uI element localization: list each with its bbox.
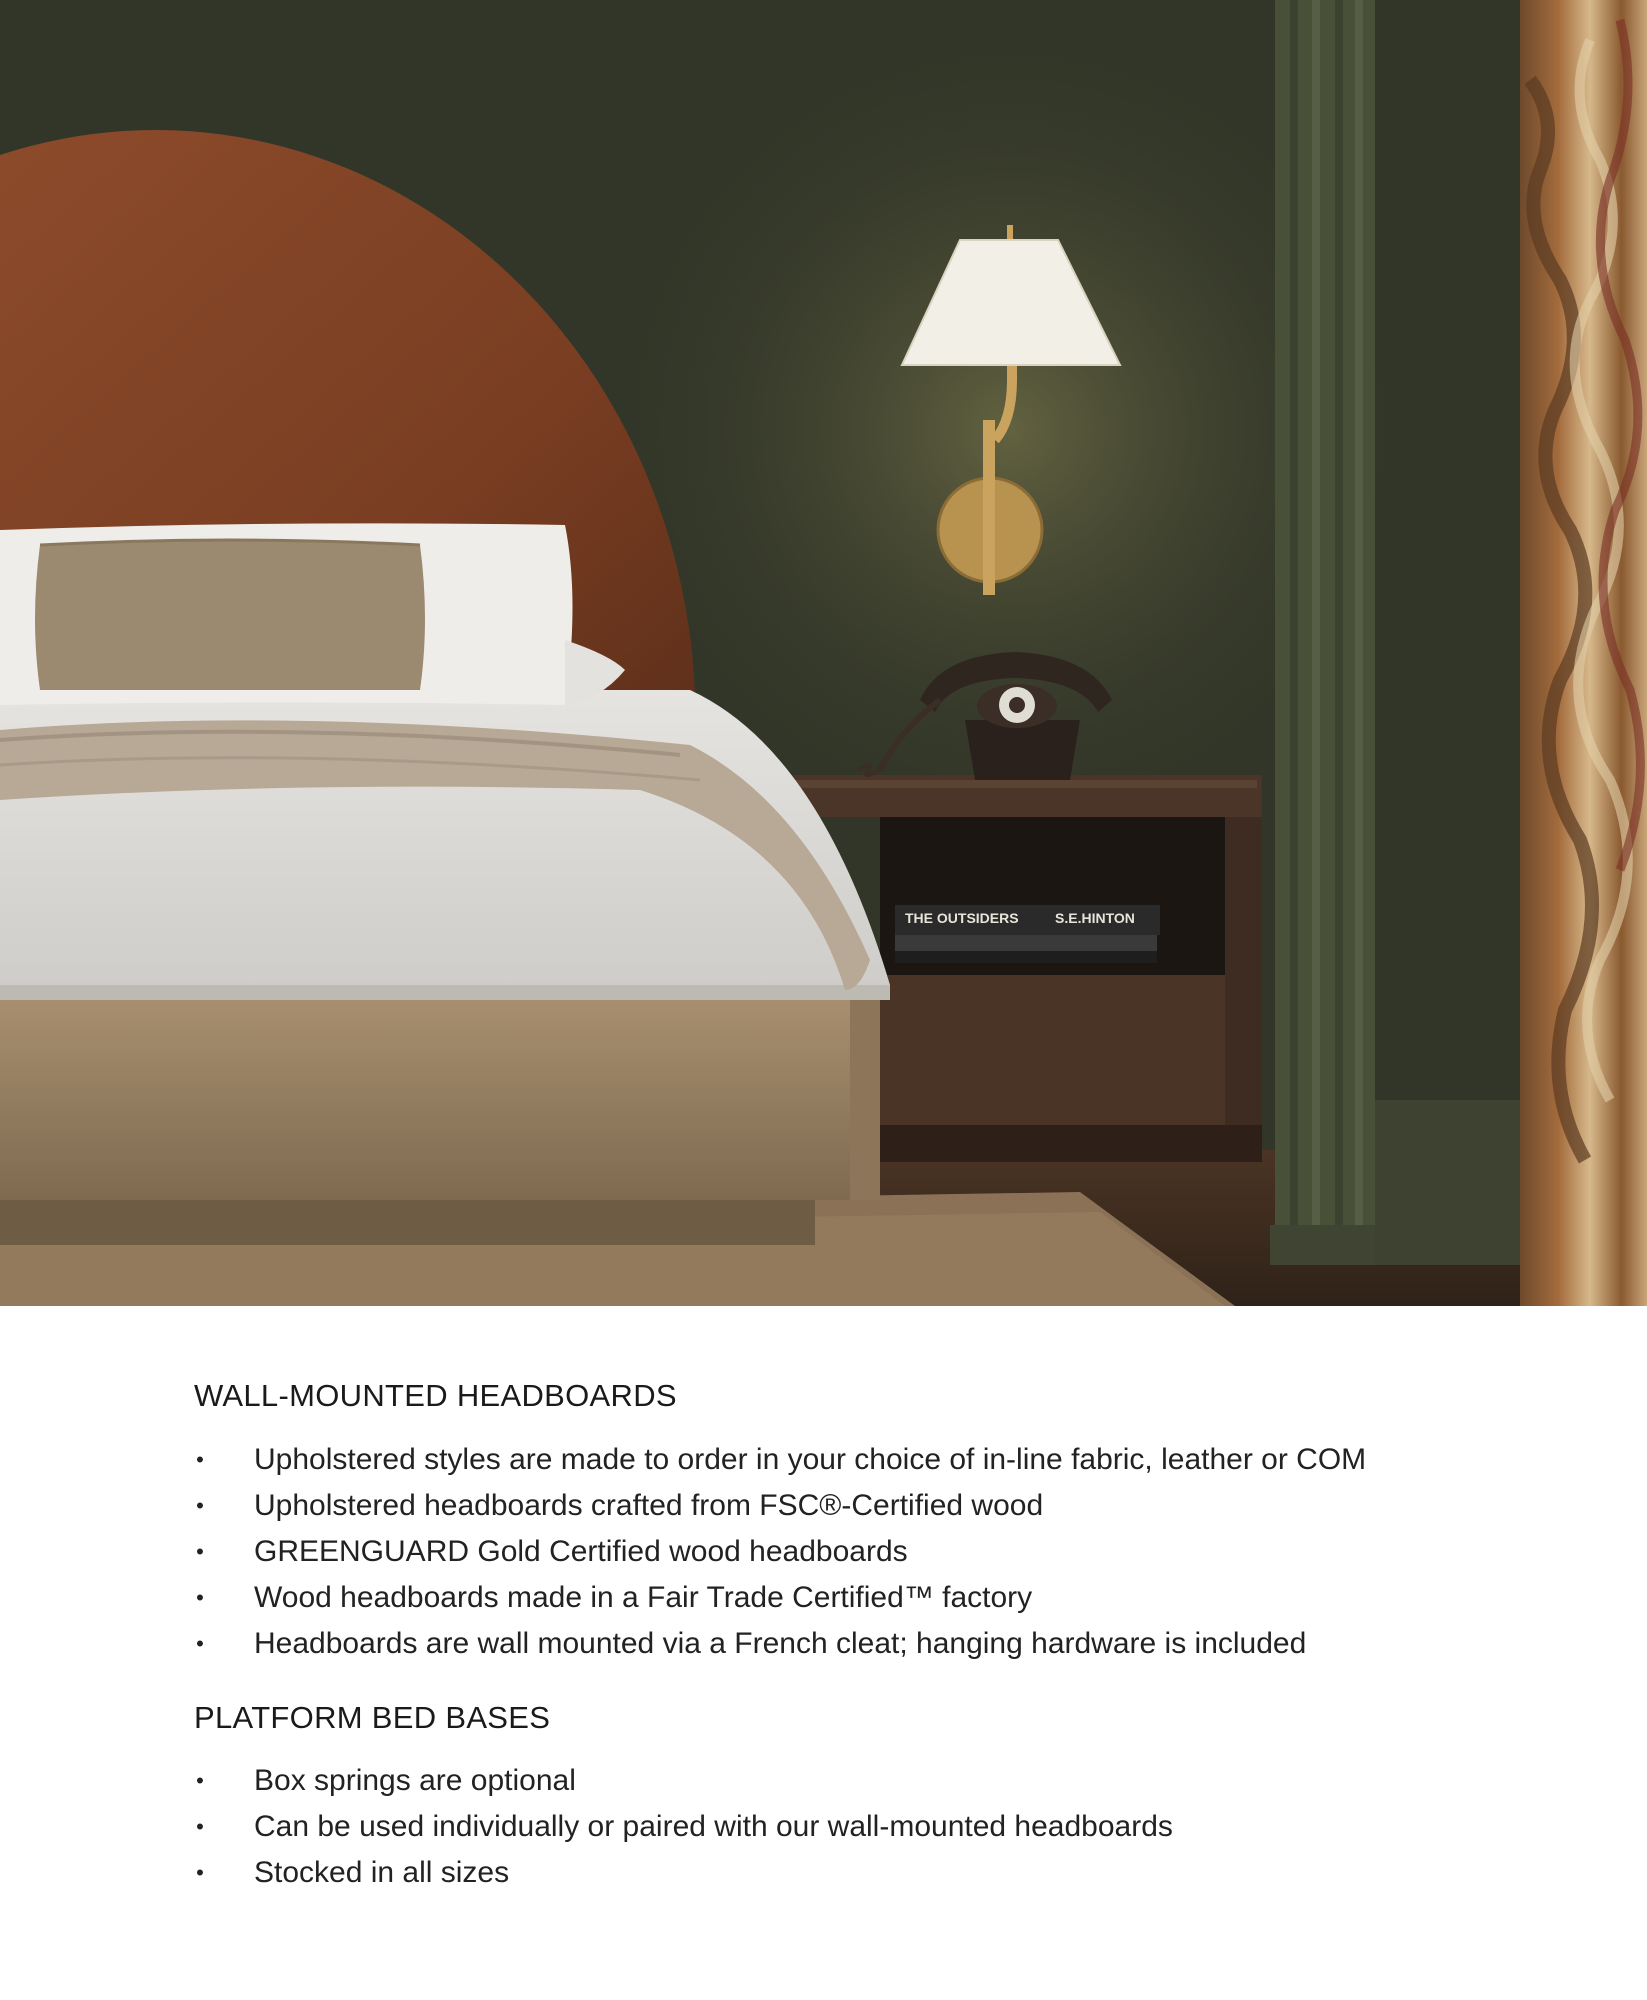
list-item <box>194 1529 1594 1575</box>
book-title: THE OUTSIDERS <box>905 910 1019 926</box>
list-item-text: Headboards are wall mounted via a French cleat; hanging hardware is included <box>254 1627 1307 1660</box>
list-item <box>194 1437 1594 1483</box>
section-title-platform-bed-bases: PLATFORM BED BASES <box>194 1700 551 1735</box>
bullet-icon: • <box>196 1585 204 1610</box>
list-item <box>194 1758 1594 1804</box>
bullet-icon: • <box>196 1631 204 1656</box>
bed-bases-feature-list <box>194 1758 1594 1896</box>
product-details <box>0 1306 1647 2000</box>
list-item-text: Stocked in all sizes <box>254 1856 510 1889</box>
bullet-icon: • <box>196 1814 204 1839</box>
list-item-text: Upholstered styles are made to order in your choice of in-line fabric, leather or COM <box>254 1443 1367 1476</box>
pillow-lumbar <box>35 540 425 690</box>
list-item-text: Can be used individually or paired with our wall-mounted headboards <box>254 1810 1173 1843</box>
bullet-icon: • <box>196 1447 204 1472</box>
list-item <box>194 1483 1594 1529</box>
bullet-icon: • <box>196 1539 204 1564</box>
list-item-text: Upholstered headboards crafted from FSC®-Certified wood <box>254 1489 1044 1522</box>
list-item-text: GREENGUARD Gold Certified wood headboards <box>254 1535 908 1568</box>
list-item-text: Wood headboards made in a Fair Trade Certified™ factory <box>254 1581 1033 1614</box>
book-author: S.E.HINTON <box>1055 910 1135 926</box>
list-item-text: Box springs are optional <box>254 1764 576 1797</box>
list-item <box>194 1804 1594 1850</box>
section-title-headboards: WALL-MOUNTED HEADBOARDS <box>194 1378 677 1413</box>
bullet-icon: • <box>196 1860 204 1885</box>
bullet-icon: • <box>196 1768 204 1793</box>
headboards-feature-list <box>194 1437 1594 1667</box>
list-item <box>194 1850 1594 1896</box>
list-item <box>194 1621 1594 1667</box>
bullet-icon: • <box>196 1493 204 1518</box>
list-item <box>194 1575 1594 1621</box>
platform-bed-base <box>0 995 880 1200</box>
